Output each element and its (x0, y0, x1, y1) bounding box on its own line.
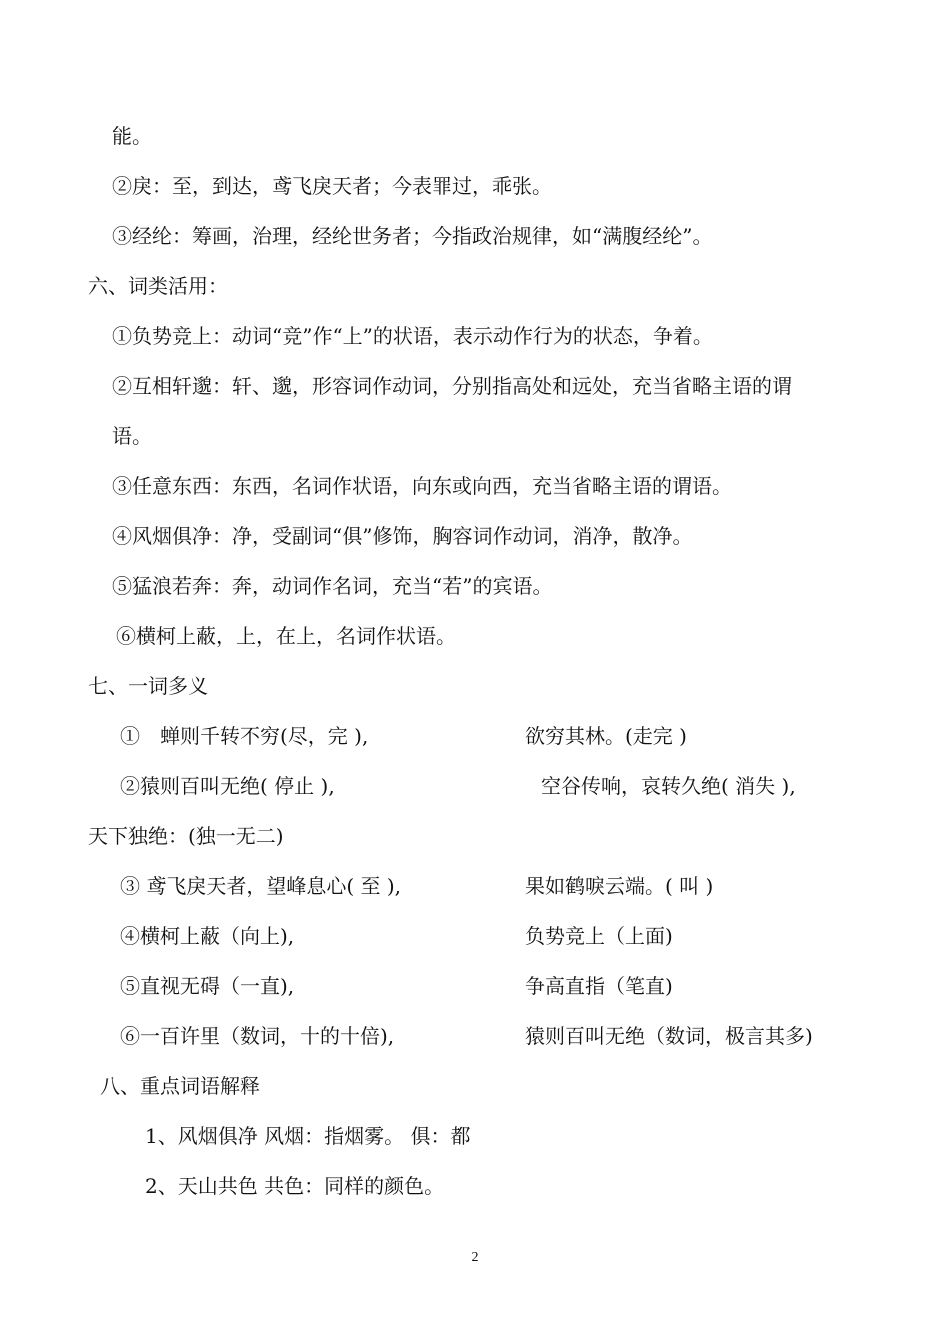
polysemy-right: 猿则百叫无绝（数词，极言其多) (525, 1024, 813, 1048)
list-item-continuation: 语。 (112, 424, 152, 448)
text-line: 能。 (112, 124, 152, 148)
polysemy-left: ① 蝉则千转不穷(尽，完 ), (120, 724, 369, 748)
section-heading: 八、重点词语解释 (100, 1074, 260, 1098)
list-item: ②互相轩邈：轩、邈，形容词作动词，分别指高处和远处，充当省略主语的谓 (112, 374, 792, 398)
list-item: ③任意东西：东西，名词作状语，向东或向西，充当省略主语的谓语。 (112, 474, 732, 498)
polysemy-left: ③ 鸢飞戾天者，望峰息心( 至 ), (120, 874, 402, 898)
page-number: 2 (471, 1250, 479, 1265)
polysemy-left: ⑤直视无碍（一直), (120, 974, 295, 998)
polysemy-right: 果如鹤唳云端。( 叫 ) (525, 874, 714, 898)
polysemy-right: 争高直指（笔直) (525, 974, 673, 998)
polysemy-right: 欲穷其林。(走完 ) (525, 724, 687, 748)
polysemy-right: 空谷传响，哀转久绝( 消失 ), (541, 774, 796, 798)
keyword-item: 1、风烟俱净 风烟：指烟雾。 俱：都 (145, 1124, 471, 1148)
polysemy-left: ④横柯上蔽（向上), (120, 924, 295, 948)
polysemy-right: 负势竞上（上面) (525, 924, 673, 948)
section-heading: 六、词类活用： (88, 274, 228, 298)
text-line: ②戾：至，到达，鸢飞戾天者；今表罪过，乖张。 (112, 174, 552, 198)
text-line: ③经纶：筹画，治理，经纶世务者；今指政治规律，如“满腹经纶”。 (112, 224, 713, 248)
polysemy-continuation: 天下独绝：(独一无二) (88, 824, 284, 848)
list-item: ⑤猛浪若奔：奔，动词作名词，充当“若”的宾语。 (112, 574, 553, 598)
section-heading: 七、一词多义 (88, 674, 208, 698)
polysemy-left: ⑥一百许里（数词，十的十倍), (120, 1024, 395, 1048)
polysemy-left: ②猿则百叫无绝( 停止 ), (120, 774, 335, 798)
keyword-item: 2、天山共色 共色：同样的颜色。 (145, 1174, 445, 1198)
list-item: ⑥横柯上蔽，上，在上，名词作状语。 (116, 624, 456, 648)
list-item: ①负势竞上：动词“竞”作“上”的状语，表示动作行为的状态，争着。 (112, 324, 713, 348)
list-item: ④风烟俱净：净，受副词“俱”修饰，胸容词作动词，消净，散净。 (112, 524, 693, 548)
